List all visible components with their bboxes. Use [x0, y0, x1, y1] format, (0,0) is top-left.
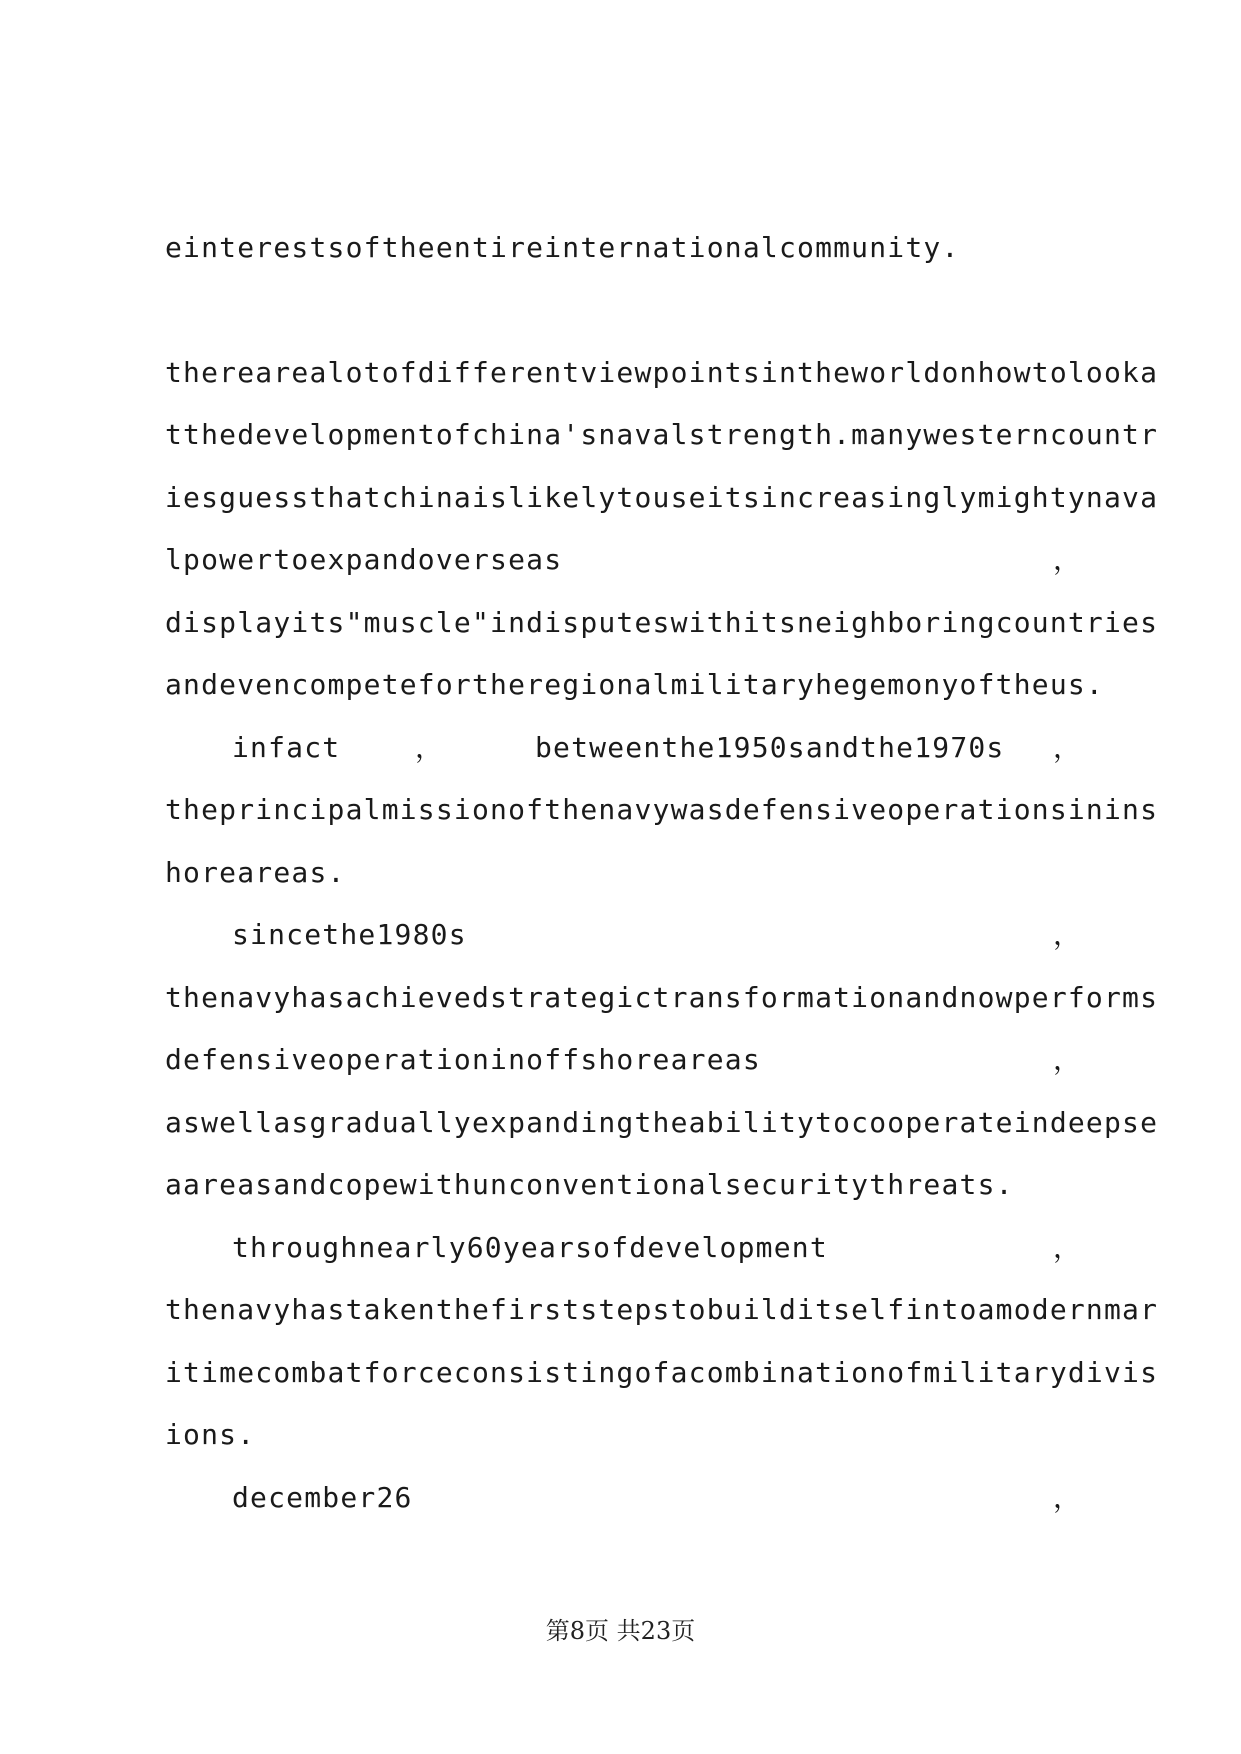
comma: ，: [1053, 1230, 1083, 1264]
text-line: [165, 793, 1159, 857]
text-line: [165, 1105, 1159, 1170]
paragraph-text: displayits"muscle"indisputeswithitsneighboringcountries: [165, 605, 1159, 639]
paragraph-text: betweenthe1950sandthe1970s: [535, 730, 1005, 764]
text-line: [165, 732, 1085, 795]
paragraph-text: aswellasgraduallyexpandingtheabilitytocooperateindeepse: [165, 1105, 1159, 1139]
document-body: [165, 231, 1159, 1544]
text-line: [165, 1044, 1085, 1107]
paragraph-text: therearealotofdifferentviewpointsintheworldonhowtolooka: [165, 355, 1159, 389]
comma: ，: [1053, 1480, 1083, 1514]
text-line: [165, 1293, 1159, 1357]
paragraph-text: einterestsoftheentireinternationalcommunity.: [165, 231, 960, 264]
text-line: [165, 355, 1159, 420]
text-line: [165, 1232, 1085, 1295]
text-line: [165, 605, 1159, 670]
text-line: [165, 980, 1159, 1045]
paragraph-text: lpowertoexpandoverseas: [165, 543, 563, 576]
text-line: [165, 919, 1085, 982]
text-line: [165, 857, 1085, 920]
text-line: [165, 544, 1085, 607]
paragraph-text: defensiveoperationinoffshoreareas: [165, 1043, 761, 1076]
paragraph-text: thenavyhasachievedstrategictransformationandnowperforms: [165, 980, 1159, 1014]
comma: ，: [415, 730, 445, 764]
comma: ，: [1053, 1043, 1083, 1076]
text-line: [165, 480, 1159, 545]
text-line: [165, 668, 1104, 732]
paragraph-text: ions.: [165, 1418, 256, 1451]
paragraph-text: thenavyhastakenthefirststepstobuilditselfintoamodernmar: [165, 1293, 1159, 1326]
text-line: [165, 1355, 1159, 1420]
text-line: [165, 1169, 1085, 1232]
paragraph-text: itimecombatforceconsistingofacombinationofmilitarydivis: [165, 1355, 1159, 1389]
text-line: [165, 1419, 1085, 1482]
comma: ，: [1053, 543, 1083, 576]
text-line: [165, 1482, 1085, 1545]
text-line: [165, 232, 1085, 295]
paragraph-text: iesguessthatchinaislikelytouseitsincreasinglymightynava: [165, 480, 1159, 514]
text-line: [165, 418, 1159, 482]
paragraph-text: tthedevelopmentofchina'snavalstrength.manywesterncountr: [165, 418, 1159, 451]
paragraph-text: december26: [232, 1480, 413, 1514]
paragraph-text: andevencompetefortheregionalmilitaryhegemonyoftheus.: [165, 668, 1104, 701]
paragraph-text: throughnearly60yearsofdevelopment: [232, 1230, 828, 1264]
paragraph-text: sincethe1980s: [232, 918, 467, 951]
paragraph-text: aareasandcopewithunconventionalsecuritythreats.: [165, 1168, 1014, 1201]
paragraph-text: horeareas.: [165, 855, 346, 889]
comma: ，: [1053, 730, 1083, 764]
page-number-footer: 第8页 共23页: [545, 1617, 696, 1645]
paragraph-text: theprincipalmissionofthenavywasdefensiveoperationsinins: [165, 793, 1159, 826]
comma: ，: [1053, 918, 1083, 951]
paragraph-text: infact: [232, 730, 341, 764]
